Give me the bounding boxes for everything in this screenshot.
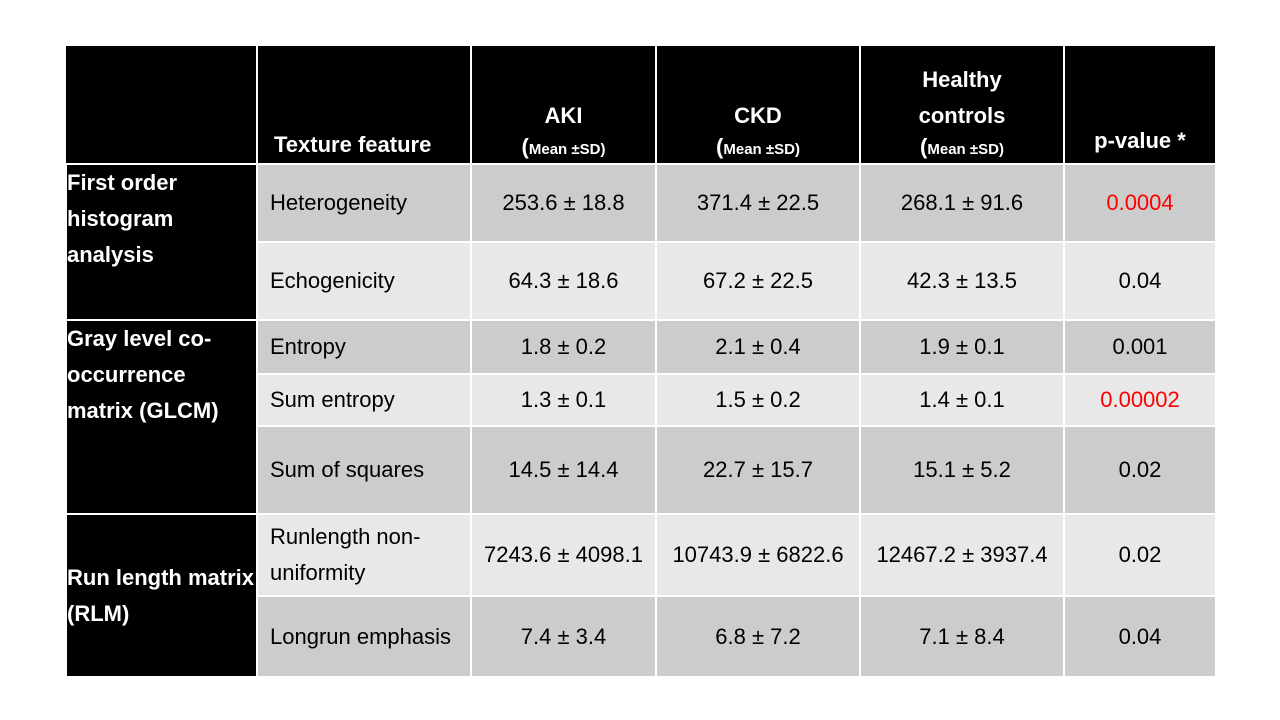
header-p-value: p-value * [1064,45,1216,164]
table-row [66,320,1216,374]
header-ckd-mean-sd: Mean ±SD) [723,141,800,158]
healthy-cell: 42.3 ± 13.5 [860,242,1064,320]
table-row [66,164,1216,242]
header-row [66,45,1216,164]
feature-cell: Entropy [257,320,471,374]
header-healthy-mean-sd: Mean ±SD) [927,141,1004,158]
header-aki-paren: ( [521,134,529,159]
table-row [66,514,1216,596]
group-first-order: First order histogram analysis [66,164,257,320]
feature-cell: Longrun emphasis [257,596,471,677]
aki-cell: 64.3 ± 18.6 [471,242,656,320]
healthy-cell: 1.9 ± 0.1 [860,320,1064,374]
header-aki: AKI (Mean ±SD) [471,45,656,164]
texture-feature-table [65,44,1217,678]
healthy-cell: 7.1 ± 8.4 [860,596,1064,677]
header-healthy-paren: ( [920,134,928,159]
p-value-cell: 0.001 [1064,320,1216,374]
header-healthy-controls: Healthy controls (Mean ±SD) [860,45,1064,164]
feature-cell: Runlength non-uniformity [257,514,471,596]
aki-cell: 14.5 ± 14.4 [471,426,656,514]
group-rlm: Run length matrix (RLM) [66,514,257,677]
feature-cell: Sum of squares [257,426,471,514]
ckd-cell: 10743.9 ± 6822.6 [656,514,860,596]
ckd-cell: 371.4 ± 22.5 [656,164,860,242]
p-value-cell: 0.0004 [1064,164,1216,242]
healthy-cell: 12467.2 ± 3937.4 [860,514,1064,596]
aki-cell: 253.6 ± 18.8 [471,164,656,242]
header-ckd-paren: ( [716,134,724,159]
aki-cell: 7.4 ± 3.4 [471,596,656,677]
header-empty-cell [66,45,257,164]
group-glcm: Gray level co-occurrence matrix (GLCM) [66,320,257,514]
p-value-cell: 0.02 [1064,514,1216,596]
p-value-cell: 0.04 [1064,596,1216,677]
feature-cell: Sum entropy [257,374,471,426]
header-aki-mean-sd: Mean ±SD) [528,141,606,158]
p-value-cell: 0.00002 [1064,374,1216,426]
ckd-cell: 1.5 ± 0.2 [656,374,860,426]
healthy-cell: 1.4 ± 0.1 [860,374,1064,426]
ckd-cell: 2.1 ± 0.4 [656,320,860,374]
p-value-cell: 0.04 [1064,242,1216,320]
p-value-cell: 0.02 [1064,426,1216,514]
aki-cell: 7243.6 ± 4098.1 [471,514,656,596]
aki-cell: 1.8 ± 0.2 [471,320,656,374]
healthy-cell: 15.1 ± 5.2 [860,426,1064,514]
ckd-cell: 67.2 ± 22.5 [656,242,860,320]
header-texture-feature: Texture feature [257,45,471,164]
aki-cell: 1.3 ± 0.1 [471,374,656,426]
feature-cell: Heterogeneity [257,164,471,242]
ckd-cell: 22.7 ± 15.7 [656,426,860,514]
header-ckd: CKD (Mean ±SD) [656,45,860,164]
feature-cell: Echogenicity [257,242,471,320]
ckd-cell: 6.8 ± 7.2 [656,596,860,677]
healthy-cell: 268.1 ± 91.6 [860,164,1064,242]
